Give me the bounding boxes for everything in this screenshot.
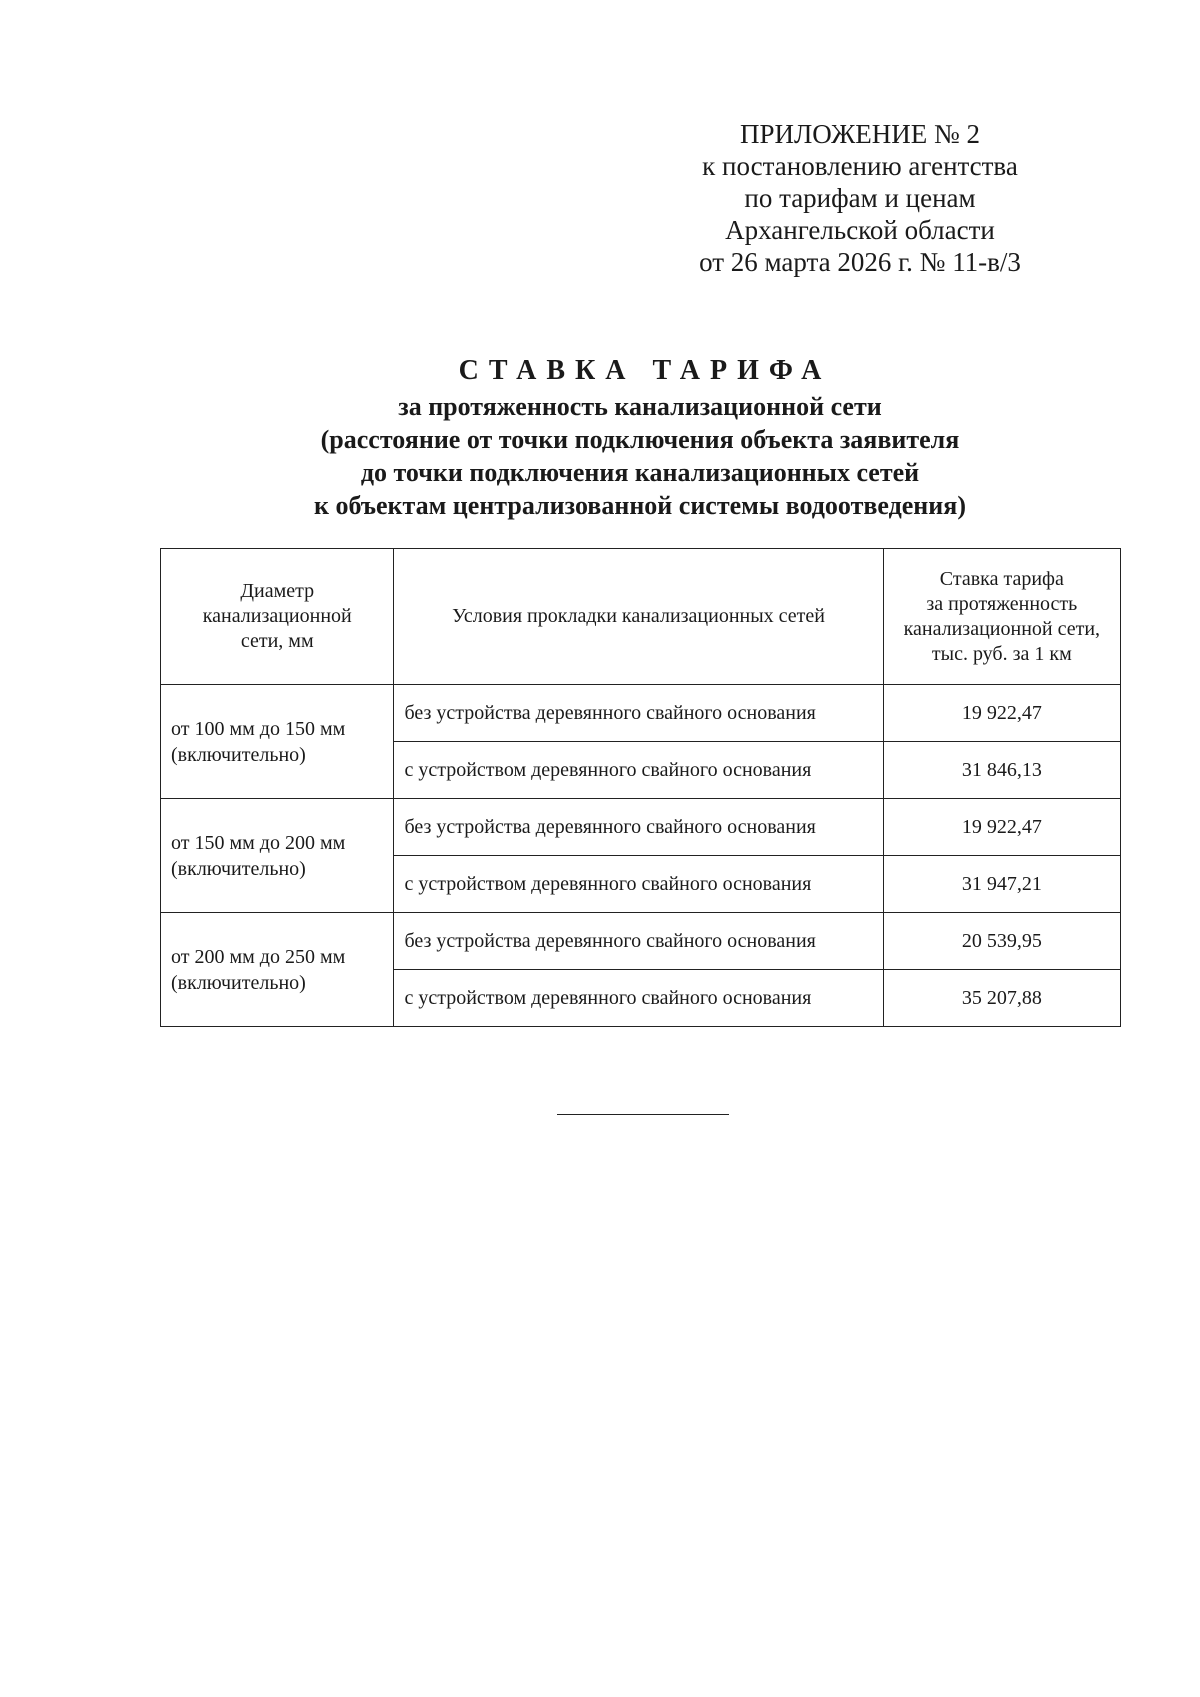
subtitle-line-4: к объектам централизованной системы водоотведения) bbox=[314, 491, 966, 520]
diameter-note: (включительно) bbox=[171, 743, 306, 766]
header-rate-line-3: канализационной сети, bbox=[903, 617, 1101, 640]
header-rate-line-2: за протяженность bbox=[926, 592, 1078, 615]
diameter-cell bbox=[161, 799, 394, 913]
condition-cell: без устройства деревянного свайного основания bbox=[394, 799, 883, 856]
rate-cell: 31 846,13 bbox=[883, 742, 1120, 799]
diameter-note: (включительно) bbox=[171, 857, 306, 880]
diameter-range: от 100 мм до 150 мм bbox=[171, 717, 346, 740]
condition-cell: без устройства деревянного свайного основания bbox=[394, 913, 883, 970]
appendix-line-4: Архангельской области bbox=[725, 215, 995, 245]
rate-cell: 19 922,47 bbox=[883, 685, 1120, 742]
appendix-line-2: к постановлению агентства bbox=[702, 151, 1018, 181]
diameter-cell bbox=[161, 913, 394, 1027]
subtitle-line-3: до точки подключения канализационных сетей bbox=[360, 458, 920, 487]
header-rate-line-4: тыс. руб. за 1 км bbox=[931, 642, 1072, 665]
header-rate bbox=[883, 549, 1120, 685]
header-diameter bbox=[161, 549, 394, 685]
diameter-note: (включительно) bbox=[171, 971, 306, 994]
table-row bbox=[161, 799, 1121, 856]
rate-cell: 20 539,95 bbox=[883, 913, 1120, 970]
header-diameter-line-2: канализационной bbox=[202, 605, 352, 627]
document-title: СТАВКА ТАРИФА bbox=[458, 355, 832, 386]
rate-cell: 31 947,21 bbox=[883, 856, 1120, 913]
document-title-block bbox=[150, 352, 1130, 522]
appendix-number: ПРИЛОЖЕНИЕ № 2 bbox=[739, 119, 981, 149]
subtitle-line-1: за протяженность канализационной сети bbox=[398, 392, 882, 421]
rate-cell: 35 207,88 bbox=[883, 970, 1120, 1027]
table-row bbox=[161, 913, 1121, 970]
table-header-row bbox=[161, 549, 1121, 685]
subtitle-line-2: (расстояние от точки подключения объекта заявителя bbox=[320, 425, 960, 454]
table-row bbox=[161, 685, 1121, 742]
appendix-block bbox=[660, 118, 1060, 278]
condition-cell: с устройством деревянного свайного основания bbox=[394, 970, 883, 1027]
header-diameter-line-1: Диаметр bbox=[240, 580, 315, 602]
tariff-table bbox=[160, 548, 1121, 1027]
appendix-date: от 26 марта 2026 г. № 11-в/3 bbox=[699, 247, 1021, 277]
end-divider bbox=[557, 1114, 729, 1115]
diameter-cell bbox=[161, 685, 394, 799]
header-rate-line-1: Ставка тарифа bbox=[939, 567, 1064, 590]
condition-cell: без устройства деревянного свайного основания bbox=[394, 685, 883, 742]
appendix-line-3: по тарифам и ценам bbox=[744, 183, 976, 213]
diameter-range: от 150 мм до 200 мм bbox=[171, 831, 346, 854]
header-diameter-line-3: сети, мм bbox=[240, 630, 314, 652]
condition-cell: с устройством деревянного свайного основания bbox=[394, 856, 883, 913]
condition-cell: с устройством деревянного свайного основания bbox=[394, 742, 883, 799]
diameter-range: от 200 мм до 250 мм bbox=[171, 945, 346, 968]
rate-cell: 19 922,47 bbox=[883, 799, 1120, 856]
header-conditions: Условия прокладки канализационных сетей bbox=[394, 549, 883, 685]
